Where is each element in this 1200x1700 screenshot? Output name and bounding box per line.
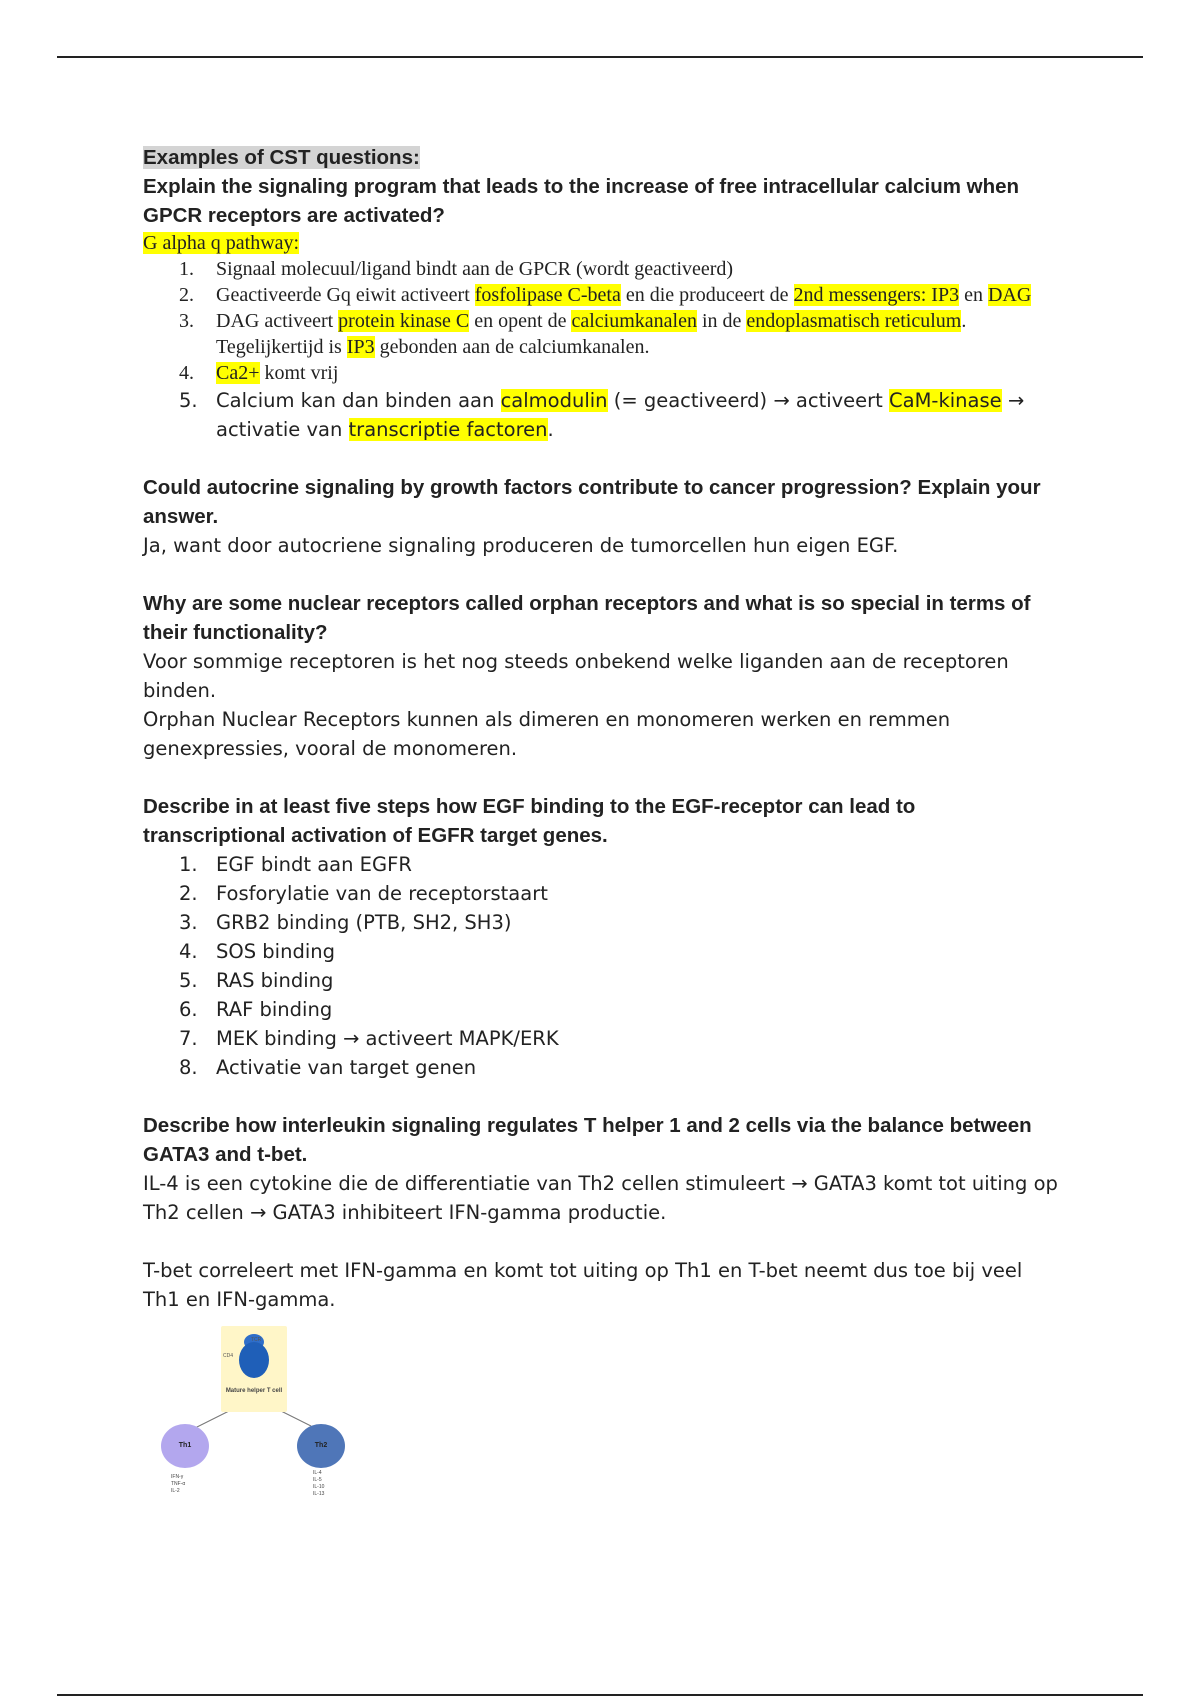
list-item: 2. Fosforylatie van de receptorstaart	[179, 882, 548, 905]
document-page	[143, 143, 1063, 1518]
list-item: 2. Geactiveerde Gq eiwit activeert fosfolipase C-beta en die produceert de 2nd messengers: IP3 en DAG	[179, 284, 1032, 306]
t-helper-differentiation-figure	[143, 1318, 353, 1518]
question-block-egf	[143, 792, 1063, 1082]
question-block-calcium	[143, 172, 1063, 444]
list-item: 6. RAF binding	[179, 998, 333, 1021]
list-item: 4. SOS binding	[179, 940, 335, 963]
list-item: 4. Ca2+ komt vrij	[179, 362, 339, 384]
list-item: 8. Activatie van target genen	[179, 1056, 477, 1079]
answer-text: Ja, want door autocriene signaling produceren de tumorcellen hun eigen EGF.	[143, 534, 899, 557]
question-text: Could autocrine signaling by growth factors contribute to cancer progression? Explain your answer.	[143, 476, 1041, 528]
egf-steps-list	[143, 850, 1063, 1082]
list-item: 5. RAS binding	[179, 969, 334, 992]
list-item: 1. EGF bindt aan EGFR	[179, 853, 412, 876]
question-block-interleukin	[143, 1111, 1063, 1518]
answer-text: Orphan Nuclear Receptors kunnen als dimeren en monomeren werken en remmen genexpressies, vooral de monomeren.	[143, 708, 951, 760]
th1-cell: Th1	[161, 1424, 209, 1468]
answer-text: Voor sommige receptoren is het nog steeds onbekend welke liganden aan de receptoren binden.	[143, 650, 1009, 702]
list-item: 3. DAG activeert protein kinase C en opent de calciumkanalen in de endoplasmatisch reticulum. Tegelijkertijd is IP3 gebonden aan de calciumkanalen.	[179, 310, 967, 358]
header-rule	[57, 56, 1143, 58]
footer-rule	[57, 1694, 1143, 1696]
list-item: 3. GRB2 binding (PTB, SH2, SH3)	[179, 911, 512, 934]
list-item: 1. Signaal molecuul/ligand bindt aan de GPCR (wordt geactiveerd)	[179, 258, 734, 280]
pathway-label: G alpha q pathway:	[143, 232, 300, 254]
answer-text: T-bet correleert met IFN-gamma en komt tot uiting op Th1 en T-bet neemt dus toe bij veel Th1 en IFN-gamma.	[143, 1259, 1023, 1311]
section-heading: Examples of CST questions:	[143, 146, 420, 169]
question-block-autocrine	[143, 473, 1063, 560]
question-text: Describe how interleukin signaling regulates T helper 1 and 2 cells via the balance between GATA3 and t-bet.	[143, 1114, 1032, 1166]
th1-cytokine-list: IFN-γ TNF-α IL-2	[171, 1474, 186, 1494]
calcium-steps-list	[143, 256, 1063, 444]
th2-cell: Th2	[297, 1424, 345, 1468]
question-text: Describe in at least five steps how EGF binding to the EGF-receptor can lead to transcriptional activation of EGFR target genes.	[143, 795, 916, 847]
mature-helper-t-cell: CD4 TCR Mature helper T cell	[221, 1326, 287, 1412]
question-block-orphan-receptors	[143, 589, 1063, 763]
question-text: Why are some nuclear receptors called orphan receptors and what is so special in terms of their functionality?	[143, 592, 1031, 644]
answer-text: IL-4 is een cytokine die de differentiatie van Th2 cellen stimuleert → GATA3 komt tot uiting op Th2 cellen → GATA3 inhibiteert IFN-gamma productie.	[143, 1172, 1058, 1224]
list-item: 7. MEK binding → activeert MAPK/ERK	[179, 1027, 559, 1050]
th2-cytokine-list: IL-4 IL-5 IL-10 IL-13	[313, 1470, 325, 1497]
question-text: Explain the signaling program that leads to the increase of free intracellular calcium when GPCR receptors are activated?	[143, 175, 1020, 227]
list-item: 5. Calcium kan dan binden aan calmodulin (= geactiveerd) → activeert CaM-kinase → activatie van transcriptie factoren.	[179, 389, 1025, 441]
